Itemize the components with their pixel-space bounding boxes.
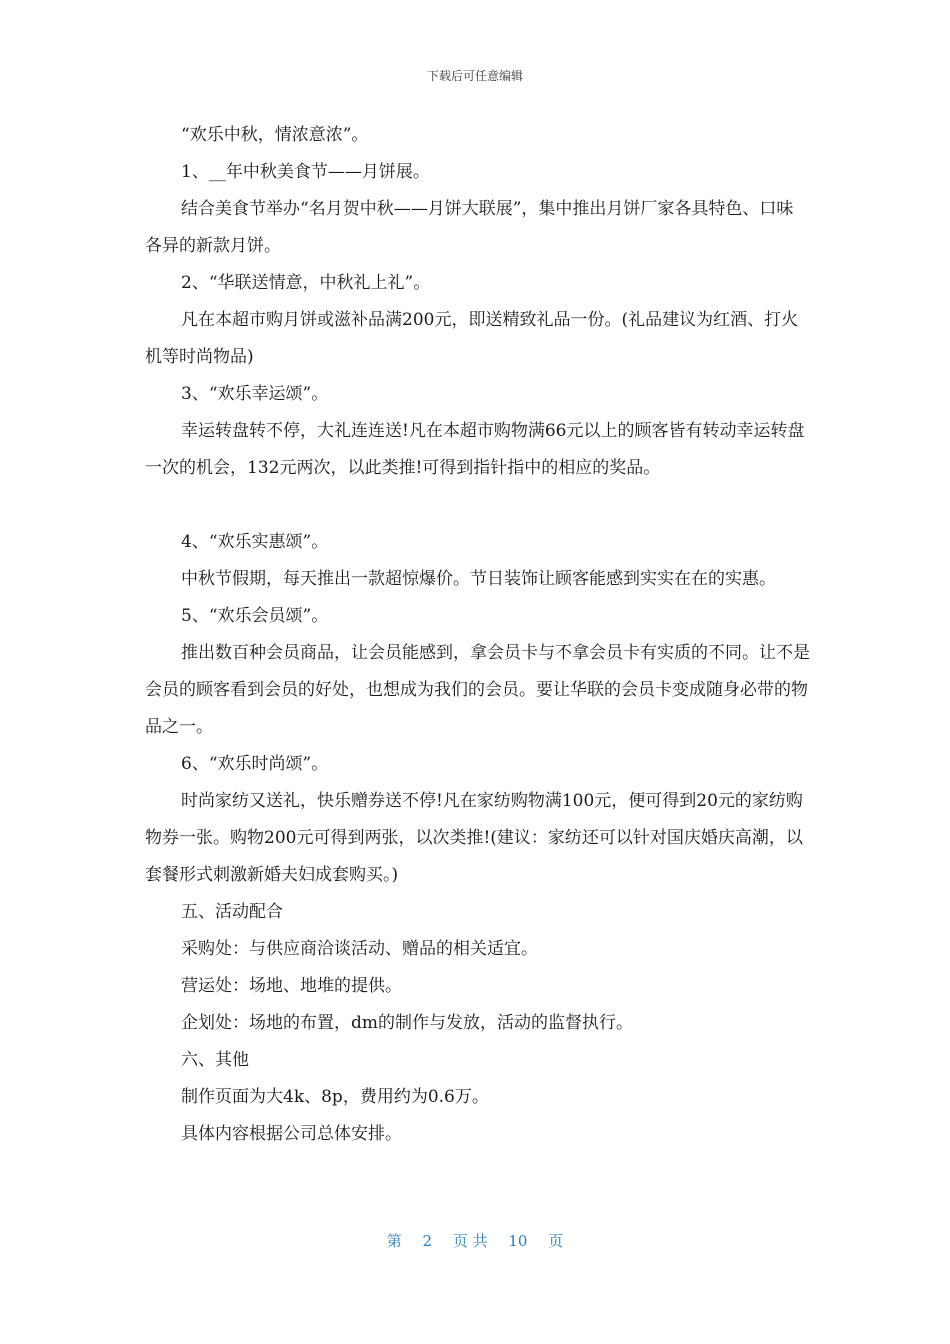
paragraph: 企划处：场地的布置，dm的制作与发放，活动的监督执行。 <box>181 1013 634 1033</box>
section-heading: 六、其他 <box>181 1050 249 1070</box>
paragraph: 3、“欢乐幸运颂”。 <box>181 384 329 404</box>
footer-current-page: 2 <box>422 1232 433 1250</box>
section-heading: 五、活动配合 <box>181 902 283 922</box>
paragraph: 幸运转盘转不停，大礼连连送!凡在本超市购物满66元以上的顾客皆有转动幸运转盘一次的机会，132元两次，以此类推!可得到指针指中的相应的奖品。 <box>145 421 805 478</box>
paragraph: 结合美食节举办“名月贺中秋——月饼大联展”，集中推出月饼厂家各具特色、口味各异的新款月饼。 <box>145 199 794 256</box>
paragraph: 具体内容根据公司总体安排。 <box>181 1124 402 1144</box>
footer-label-page: 第 <box>386 1232 402 1250</box>
paragraph: 2、“华联送情意，中秋礼上礼”。 <box>181 273 431 293</box>
document-body <box>145 117 810 1153</box>
page-header: 下载后可任意编辑 <box>426 69 523 83</box>
paragraph: 营运处：场地、地堆的提供。 <box>181 976 402 996</box>
paragraph: 5、“欢乐会员颂”。 <box>181 606 329 626</box>
paragraph: 4、“欢乐实惠颂”。 <box>181 532 329 552</box>
paragraph: 采购处：与供应商洽谈活动、赠品的相关适宜。 <box>181 939 538 959</box>
paragraph: 推出数百种会员商品，让会员能感到，拿会员卡与不拿会员卡有实质的不同。让不是会员的顾客看到会员的好处，也想成为我们的会员。要让华联的会员卡变成随身必带的物品之一。 <box>145 643 810 737</box>
page-footer <box>0 1230 950 1251</box>
paragraph: 时尚家纺又送礼，快乐赠券送不停!凡在家纺购物满100元，便可得到20元的家纺购物券一张。购物200元可得到两张，以次类推!(建议：家纺还可以针对国庆婚庆高潮，以套餐形式刺激新婚夫妇成套购买。) <box>145 791 803 885</box>
paragraph: 制作页面为大4k、8p，费用约为0.6万。 <box>181 1087 489 1107</box>
paragraph: 1、__年中秋美食节——月饼展。 <box>181 162 430 182</box>
footer-total-pages: 10 <box>508 1232 528 1250</box>
paragraph: “欢乐中秋，情浓意浓”。 <box>181 125 369 145</box>
paragraph: 凡在本超市购月饼或滋补品满200元，即送精致礼品一份。(礼品建议为红酒、打火机等时尚物品) <box>145 310 799 367</box>
paragraph: 中秋节假期，每天推出一款超惊爆价。节日装饰让顾客能感到实实在在的实惠。 <box>181 569 776 589</box>
footer-label-of: 页 共 <box>452 1232 488 1250</box>
paragraph: 6、“欢乐时尚颂”。 <box>181 754 329 774</box>
footer-label-pages: 页 <box>548 1232 564 1250</box>
